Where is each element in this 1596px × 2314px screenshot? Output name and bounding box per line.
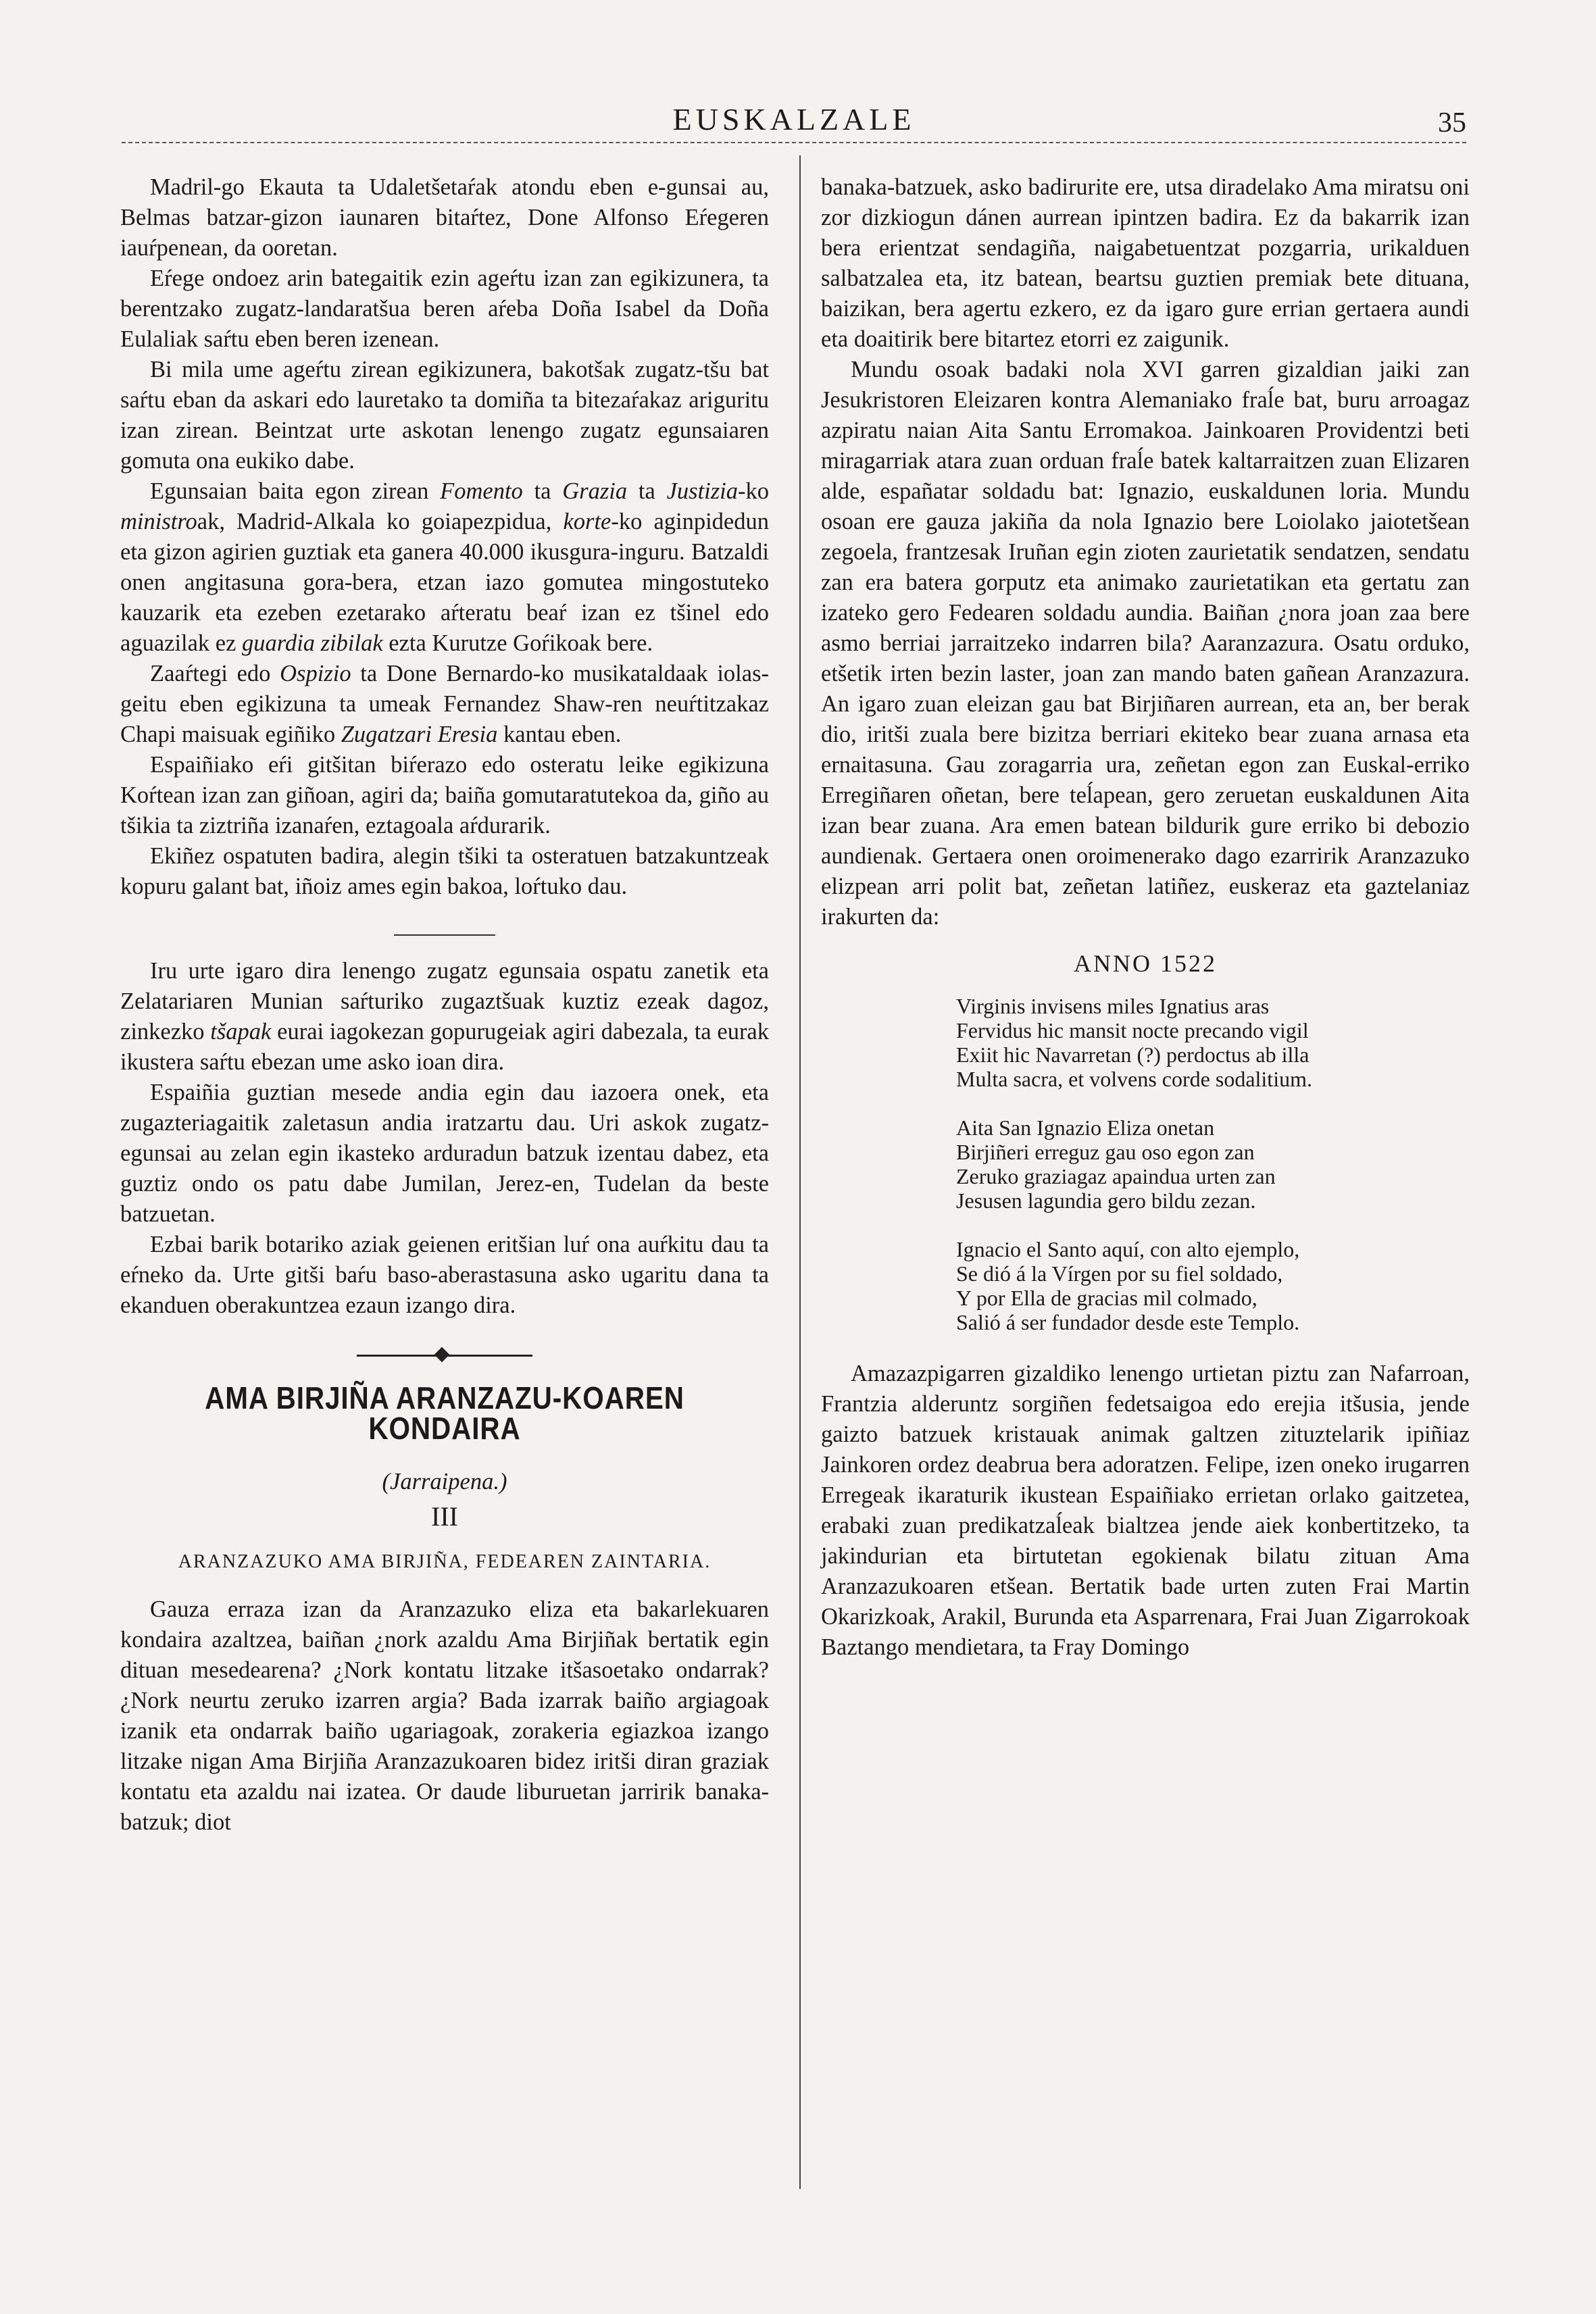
article-title: AMA BIRJIÑA ARANZAZU-KOAREN KONDAIRA — [205, 1380, 684, 1446]
verse-line: Aita San Ignazio Eliza onetan — [956, 1115, 1215, 1140]
verse-line: Exiit hic Navarretan (?) perdoctus ab illa — [956, 1042, 1310, 1067]
chapter-number: III — [431, 1501, 458, 1532]
verse-line: Birjiñeri erreguz gau oso egon zan — [956, 1140, 1255, 1164]
verse-line: Zeruko graziagaz apaindua urten zan — [956, 1164, 1276, 1188]
verse-line: Ignacio el Santo aquí, con alto ejemplo, — [956, 1237, 1300, 1261]
continued-note: (Jarraipena.) — [382, 1469, 507, 1494]
ornament-divider — [357, 1348, 532, 1363]
paragraph: Amazazpigarren gizaldiko lenengo urtietan piztu zan Nafarroan, Frantzia alderuntz sorgiñen fedetsaigoa edo erejia itšusia, jende gaizto batzuek kristauak animak galtzen zituztelarik ipiñiaz Jainkoren ordez deabrua bera adoratzen. Felipe, izen oneko irugarren Erregeak ikaraturik ikustean Espaiñiako errietan orlako gaitzetea, erabaki zuan predikatzaĺeak bialtzea jende aiek konbertitzeko, ta jakindurian eta birtutetan egokienak bilatu zituan Ama Aranzazukoaren etšean. Bertatik bade urten zuten Frai Martin Okarizkoak, Arakil, Burunda eta Asparrenara, Frai Juan Zigarrokoak Baztango mendietara, ta Fray Domingo — [821, 1361, 1470, 1660]
paragraph: banaka-batzuek, asko badirurite ere, utsa diradelako Ama miratsu oni zor dizkiogun dánen aurrean ipintzen badira. Ez da bakarrik izan bera erientzat sendagiña, naigabetuentzat pozgarria, urikalduen salbatzalea eta, itz batean, beartsu guztien premiak bete dituana, baizikan, bera agertu ezkero, ez da igaro gure errian gertaera aundi eta doaitirik bere bitartez etorri ez zaigunik. — [821, 174, 1470, 352]
verse-line: Y por Ella de gracias mil colmado, — [956, 1286, 1257, 1310]
paragraph: Ekiñez ospatuten badira, alegin tšiki ta osteratuen batzakuntzeak kopuru galant bat, iñoiz ames egin bakoa, loŕtuko dau. — [120, 843, 769, 899]
verse-line: Fervidus hic mansit nocte precando vigil — [956, 1018, 1309, 1042]
paragraph: Egunsaian baita egon zirean Fomento ta Grazia ta Justizia-ko ministroak, Madrid-Alkala ko goiapezpidua, korte-ko aginpidedun eta gizon agirien guztiak eta ganera 40.000 ikusgura-inguru. Batzaldi onen angitasuna gora-bera, etzan iazo gomutea mingostuteko kauzarik eta ezeben ezetarako aŕteratu beaŕ izan ez tšinel edo aguazilak ez guardia zibilak ezta Kurutze Goŕikoak bere. — [120, 478, 769, 656]
section-separator — [394, 934, 495, 936]
verse-spanish — [956, 1237, 1470, 1334]
paragraph: Madril-go Ekauta ta Udaletšetaŕak atondu eben e-gunsai au, Belmas batzar-gizon iaunaren bitaŕtez, Done Alfonso Eŕegeren iauŕpenean, da ooretan. — [120, 174, 769, 261]
verse-line: Se dió á la Vírgen por su fiel soldado, — [956, 1261, 1283, 1286]
header-rule — [122, 142, 1466, 143]
paragraph: Iru urte igaro dira lenengo zugatz egunsaia ospatu zanetik eta Zelatariaren Munian saŕturiko zugaztšuak kuztiz ezeak dagoz, zinkezko tšapak eurai iagokezan gopurugeiak agiri dabezala, ta eurak ikustera saŕtu ebezan ume asko ioan dira. — [120, 958, 769, 1075]
paragraph: Espaiñiako eŕi gitšitan biŕerazo edo osteratu leike egikizuna Koŕtean izan zan giñoan, agiri da; baiña gomutaratutekoa da, giño au tšikia ta ziztriña izanaŕen, eztagoala aŕdurarik. — [120, 752, 769, 838]
verse-line: Multa sacra, et volvens corde sodalitium. — [956, 1067, 1312, 1091]
paragraph: Ezbai barik botariko aziak geienen eritšian luŕ ona auŕkitu dau ta eŕneko da. Urte gitši baŕu baso-aberastasuna asko ugaritu dana ta ekanduen oberakuntzea ezaun izango dira. — [120, 1232, 769, 1318]
page-number: 35 — [1438, 107, 1466, 139]
inscription-date: ANNO 1522 — [1074, 950, 1217, 977]
paragraph: Espaiñia guztian mesede andia egin dau iazoera onek, eta zugazteriagaitik zaletasun andia iratzartu dau. Uri askok zugatz-egunsai au zelan egin ikasteko arduradun batzuk izentau dabez, eta guztiz ondo os patu dabe Jumilan, Jerez-en, Tudelan da beste batzuetan. — [120, 1080, 769, 1227]
column-divider — [799, 155, 801, 2189]
paragraph: Bi mila ume ageŕtu zirean egikizunera, bakotšak zugatz-tšu bat saŕtu eban da askari edo lauretako ta domiña ta bitezaŕakaz ariguritu izan zirean. Beintzat urte askotan lenengo zugatz egunsaiaren gomuta ona eukiko dabe. — [120, 357, 769, 474]
paragraph: Zaaŕtegi edo Ospizio ta Done Bernardo-ko musikataldaak iolas-geitu eben egikizuna ta umeak Fernandez Shaw-ren neuŕtitzakaz Chapi maisuak egiñiko Zugatzari Eresia kantau eben. — [120, 661, 769, 747]
paragraph: Eŕege ondoez arin bategaitik ezin ageŕtu izan zan egikizunera, ta berentzako zugatz-landaratšua beren aŕeba Doña Isabel da Doña Eulaliak saŕtu eben beren izenean. — [120, 266, 769, 352]
verse-basque — [956, 1115, 1470, 1213]
journal-title: EUSKALZALE — [672, 102, 916, 136]
left-column — [120, 172, 769, 1838]
paragraph: Mundu osoak badaki nola XVI garren gizaldian jaiki zan Jesukristoren Eleizaren kontra Alemaniako fraĺe bat, buru arroagaz azpiratu naian Aita Santu Erromakoa. Jainkoaren Providentzi beti miragarriak atara zuan orduan fraĺe batek kaltarraitzen zuan Elizaren alde, españatar soldadu bat: Ignazio, euskaldunen loria. Mundu osoan ere gauza jakiña da nola Ignazio bere Loiolako jaiotetšean zegoela, frantzesak Iruñan egin zioten zaurietatik sendatzen, sendatu zan era batera gorputz eta animako zaurietatikan eta gertatu zan izateko gero Fedearen soldadu aundia. Baiñan ¿nora joan zaa bere asmo berriai jarraitzeko indarren bila? Aaranzazura. Osatu orduko, etšetik irten bezin laster, joan zan mando baten gañean Aranzazura. An igaro zuan eleizan gau bat Birjiñaren aurrean, eta an, ber berak dio, iritši zuala bere bizitza berriari ekiteko bear zuana arnasa eta ernaitasuna. Gau zoragarria ura, zeñetan egon zan Euskal-erriko Erregiñaren oñetan, bere teĺapean, gero zeruetan euskaldunen Aita izan bear zuana. Ara emen batean bildurik gure erriko bi debozio aundienak. Gertaera onen oroimenerako dago ezarririk Aranzazuko elizpean arri polit bat, zeñetan latiñez, euskeraz eta gaztelaniaz irakurten da: — [821, 357, 1470, 930]
paragraph: Gauza erraza izan da Aranzazuko eliza eta bakarlekuaren kondaira azaltzea, baiñan ¿nork azaldu Ama Birjiñak bertatik egin dituan mesedearena? ¿Nork kontatu litzake itšasoetako ondarrak? ¿Nork neurtu zeruko izarren argia? Bada izarrak baiño argiagoak izanik eta ondarrak baiño ugariagoak, zorakeria egiazkoa izango litzake nigan Ama Birjiña Aranzazukoaren bidez iritši diran graziak kontatu eta azaldu nai izatea. Or daude liburuetan jarririk banaka-batzuk; diot — [120, 1596, 769, 1835]
verse-latin — [956, 994, 1470, 1091]
verse-line: Salió á ser fundador desde este Templo. — [956, 1310, 1300, 1334]
right-column — [821, 172, 1470, 1663]
chapter-heading: ARANZAZUKO AMA BIRJIÑA, FEDEAREN ZAINTARIA. — [178, 1551, 712, 1572]
verse-line: Virginis invisens miles Ignatius aras — [956, 994, 1270, 1018]
running-header — [122, 101, 1466, 142]
verse-line: Jesusen lagundia gero bildu zezan. — [956, 1188, 1256, 1213]
